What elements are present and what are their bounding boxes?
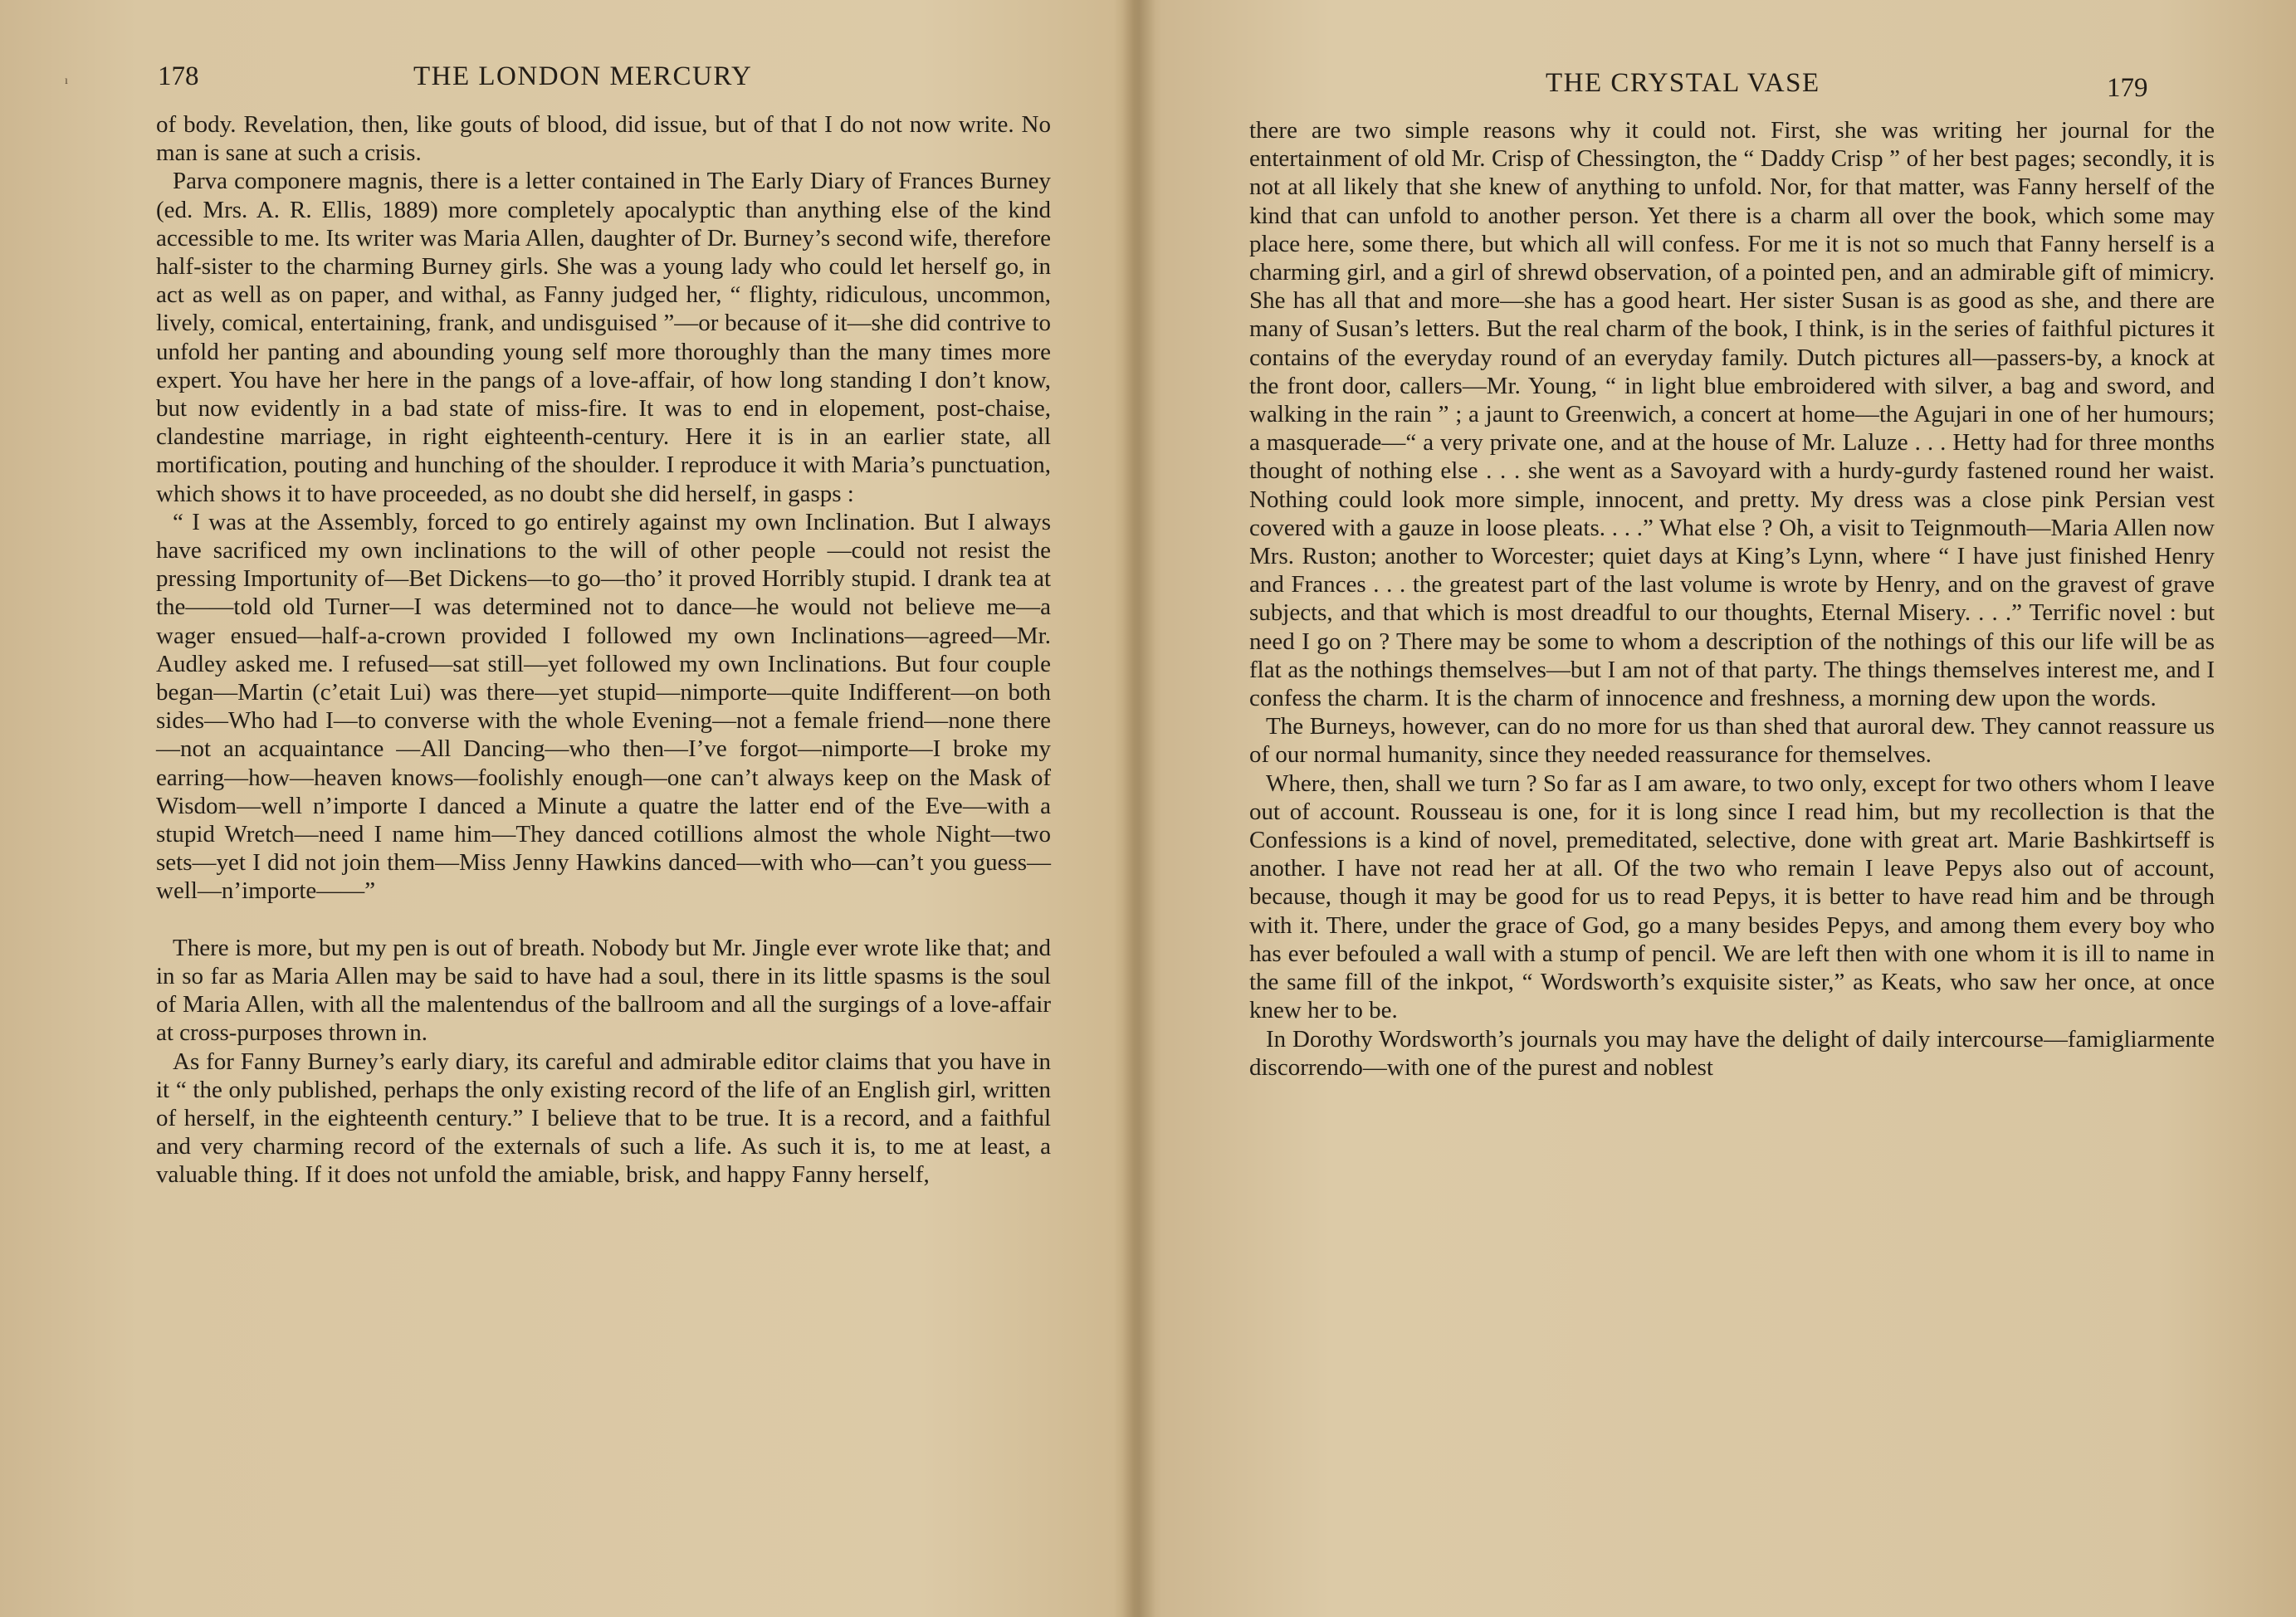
paragraph: of body. Revelation, then, like gouts of blood, did issue, but of that I do not now write. No man is sane at such a crisis. bbox=[156, 111, 1051, 167]
left-page bbox=[0, 0, 1146, 1617]
page-number: 179 bbox=[2107, 73, 2148, 103]
paragraph: In Dorothy Wordsworth’s journals you may have the delight of daily intercourse—famigliarmente discorrendo—with one of the purest and noblest bbox=[1249, 1025, 2215, 1081]
running-head: THE LONDON MERCURY bbox=[413, 61, 753, 91]
paragraph: Where, then, shall we turn ? So far as I am aware, to two only, except for two others whom I leave out of account. Rousseau is one, for it is long since I read him, but my recollection is that the Confessions is a kind of novel, premeditated, selective, done with great art. Marie Bashkirtseff is another. I have not read her at all. Of the two who remain I leave Pepys also out of account, because, though it may be good for us to read Pepys, it is better to have read him and be through with it. There, under the grace of God, go a many besides Pepys, and among them every boy who has ever befouled a wall with a stump of pencil. We are left then with one whom it is ill to name in the same fill of the inkpot, “ Wordsworth’s exquisite sister,” as Keats, who saw her once, at once knew her to be. bbox=[1249, 769, 2215, 1024]
quoted-letter: “ I was at the Assembly, forced to go entirely against my own Inclination. But I always have sacrificed my own inclinations to the will of other people —could not resist the pressing Importunity of—Bet Dickens—to go—tho’ it proved Horribly stupid. I drank tea at the——told old Turner—I was determined not to dance—he would not believe me—a wager ensued—half-a-crown provided I followed my own Inclinations—agreed—Mr. Audley asked me. I refused—sat still—yet followed my own Inclinations. But four couple began—Martin (c’etait Lui) was there—yet stupid—nimporte—quite Indifferent—on both sides—Who had I—to converse with the whole Evening—not a female friend—none there—not an acquaintance —All Dancing—who then—I’ve forgot—nimporte—I broke my earring—how—heaven knows—foolishly enough—one can’t always keep on the Mask of Wisdom—well n’importe I danced a Minute a quatre the latter end of the Eve—with a stupid Wretch—need I name him—They danced cotillions almost the whole Night—two sets—yet I did not join them—Miss Jenny Hawkins danced—with who—can’t you guess—well—n’importe——” bbox=[156, 508, 1051, 905]
right-page bbox=[1154, 0, 2296, 1617]
page-body bbox=[1249, 116, 2215, 1082]
page-body bbox=[156, 110, 1051, 1190]
paragraph: there are two simple reasons why it could not. First, she was writing her journal for the entertainment of old Mr. Crisp of Chessington, the “ Daddy Crisp ” of her best pages; secondly, it is not at all likely that she knew of anything to unfold. Nor, for that matter, was Fanny herself of the kind that can unfold to another person. Yet there is a charm all over the book, which some may place here, some there, but which all will confess. For me it is not so much that Fanny herself is a charming girl, and a girl of shrewd observation, of a pointed pen, and an admirable gift of mimicry. She has all that and more—she has a good heart. Her sister Susan is as good as she, and there are many of Susan’s letters. But the real charm of the book, I think, is in the series of faithful pictures it contains of the everyday round of an everyday family. Dutch pictures all—passers-by, a knock at the front door, callers—Mr. Young, “ in light blue embroidered with silver, a bag and sword, and walking in the rain ” ; a jaunt to Greenwich, a concert at home—the Agujari in one of her humours; a masquerade—“ a very private one, and at the house of Mr. Laluze . . . Hetty had for three months thought of nothing else . . . she went as a Savoyard with a hurdy-gurdy fastened round her waist. Nothing could look more simple, innocent, and pretty. My dress was a close pink Persian vest covered with a gauze in loose pleats. . . .” What else ? Oh, a visit to Teignmouth—Maria Allen now Mrs. Ruston; another to Worcester; quiet days at King’s Lynn, where “ I have just finished Henry and Frances . . . the greatest part of the last volume is wrote by Henry, and on the gravest of grave subjects, and that which is most dreadful to our thoughts, Eternal Misery. . . .” Terrific novel : but need I go on ? There may be some to whom a description of the nothings of this our life will be as flat as the nothings themselves—but I am not of that party. The things themselves interest me, and I confess the charm. It is the charm of innocence and freshness, a morning dew upon the words. bbox=[1249, 117, 2215, 712]
paragraph: Parva componere magnis, there is a letter contained in The Early Diary of Frances Burney (ed. Mrs. A. R. Ellis, 1889) more completely apocalyptic than anything else of the kind accessible to me. Its writer was Maria Allen, daughter of Dr. Burney’s second wife, therefore half-sister to the charming Burney girls. She was a young lady who could let herself go, in act as well as on paper, and withal, as Fanny judged her, “ flighty, ridiculous, uncommon, lively, comical, entertaining, frank, and undisguised ”—or because of it—she did contrive to unfold her panting and abounding young self more thoroughly than the many times more expert. You have her here in the pangs of a love-affair, of how long standing I don’t know, but now evidently in a bad state of miss-fire. It was to end in elopement, post-chaise, clandestine marriage, in right eighteenth-century. Here it is in an earlier state, all mortification, pouting and hunching of the shoulder. I reproduce it with Maria’s punctuation, which shows it to have proceeded, as no doubt she did herself, in gasps : bbox=[156, 168, 1051, 507]
paragraph: As for Fanny Burney’s early diary, its careful and admirable editor claims that you have in it “ the only published, perhaps the only existing record of the life of an English girl, written of herself, in the eighteenth century.” I believe that to be true. It is a record, and a faithful and very charming record of the externals of such a life. As such it is, to me at least, a valuable thing. If it does not unfold the amiable, brisk, and happy Fanny herself, bbox=[156, 1048, 1051, 1189]
page-number: 178 bbox=[158, 61, 199, 91]
running-head: THE CRYSTAL VASE bbox=[1546, 68, 1820, 98]
margin-mark: ı bbox=[65, 75, 68, 87]
paragraph: There is more, but my pen is out of breath. Nobody but Mr. Jingle ever wrote like that; and in so far as Maria Allen may be said to have had a soul, there in its little spasms is the soul of Maria Allen, with all the malentendus of the ballroom and all the surgings of a love-affair at cross-purposes thrown in. bbox=[156, 934, 1051, 1047]
paragraph: The Burneys, however, can do no more for us than shed that auroral dew. They cannot reassure us of our normal humanity, since they needed reassurance for themselves. bbox=[1249, 713, 2215, 769]
